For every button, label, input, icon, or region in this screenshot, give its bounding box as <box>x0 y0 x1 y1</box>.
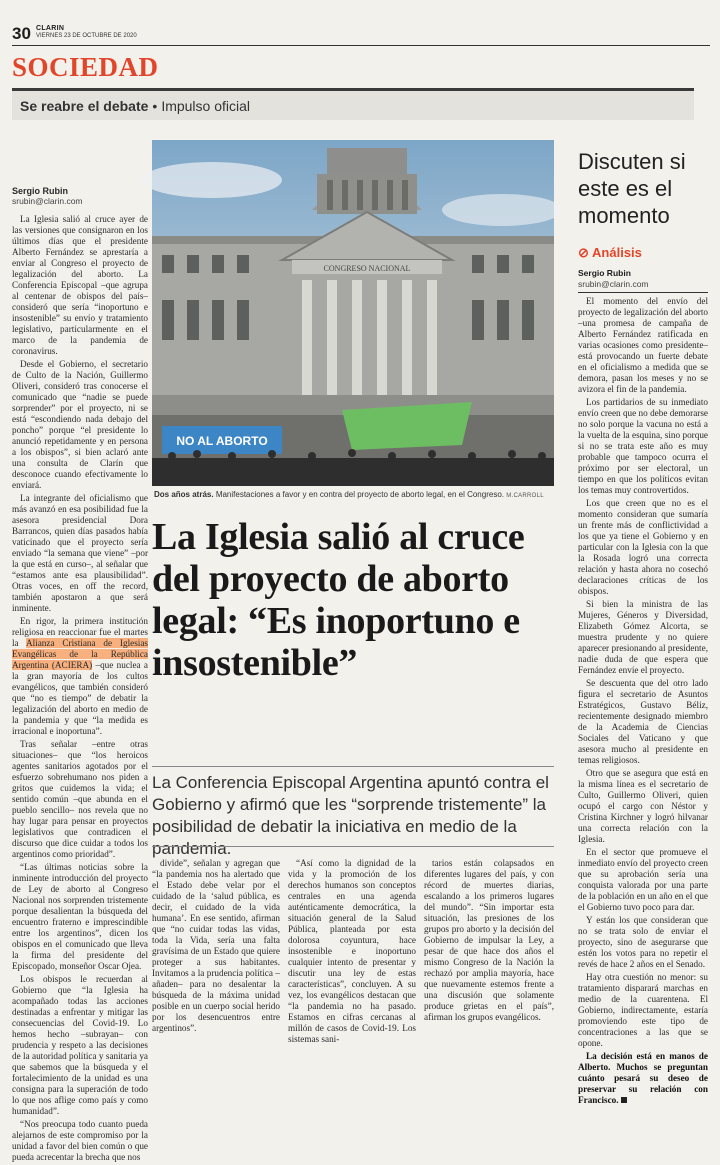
paragraph: Se descuenta que del otro lado figura el secretario de Asuntos Estratégicos, Gustavo Béliz, recientemente designado miembro de la Academia de Ciencias Sociales del Vaticano y que asesora mucho al presidente en temas religiosos. <box>578 678 708 765</box>
paragraph: “Las últimas noticias sobre la inminente introducción del proyecto de Ley de aborto al Congreso Nacional nos sorprenden tristemente porque desalientan la búsqueda del encuentro fraterno e imprescindible entre los argentinos”, dicen los obispos en el comunicado que lleva la firma del presidente del Episcopado, monseñor Oscar Ojea. <box>12 862 148 971</box>
paragraph: Desde el Gobierno, el secretario de Culto de la Nación, Guillermo Oliveri, consideró tras conocerse el comunicado que “nadie se puede sorprender” por el proyecto, ni se está “escondiendo nada debajo del poncho” porque “el presidente lo anunció repetidamente y en persona a los obispos”, si bien aclaró ante una consulta de Clarín que desconoce cuando efectivamente lo enviará. <box>12 359 148 490</box>
paragraph: divide”, señalan y agregan que “la pandemia nos ha alertado que el Estado debe velar por el cuidado de la ‘salud pública, es decir, el cuidado de la vida humana’. En ese sentido, afirman que “no cuidar todas las vidas, toda la Vida, sería una falta gravísima de un Estado que quiere proteger a sus habitantes. Invitamos a la prudencia política –añaden– para no desalentar la búsqueda de la máxima unidad posible en un cuerpo social herido por los desencuentros entre argentinos”. <box>152 858 280 1033</box>
author-email: srubin@clarin.com <box>12 196 83 206</box>
paragraph: Los obispos le recuerdan al Gobierno que “la Iglesia ha acompañado todas las acciones destinadas a enfrentar y mitigar las consecuencias del Covid-19. Lo hemos hecho –subrayan– con prudencia y respeto a las decisiones de la autoridad política y sanitaria ya que sabemos que la búsqueda y el fortalecimiento de la unidad es una consigna para la superación de todo lo que nos aflige como país y como humanidad”. <box>12 974 148 1116</box>
article-body-column-3 <box>424 858 554 1025</box>
building-sign: CONGRESO NACIONAL <box>323 264 411 273</box>
deck-rule-bottom <box>152 846 554 847</box>
paragraph: “Así como la dignidad de la vida y la promoción de los derechos humanos son conceptos centrales en una agenda auténticamente democrática, la situación general de la Salud Pública, planteada por esta dolorosa coyuntura, hace insostenible e inoportuno cualquier intento de presentar y discutir una ley de estas características”, concluyen. A su vez, los evangélicos destacan que “la pandemia no ha pasado. Estamos en cifras cercanas al millón de casos de Covid-19. Los sistemas sani- <box>288 858 416 1044</box>
topic-separator-icon: • <box>152 97 158 114</box>
sidebar-rule <box>578 292 708 293</box>
highlighted-text: Alianza Cristiana de Iglesias Evangélicas de la República Argentina (ACIERA) <box>12 638 149 670</box>
congress-building-illustration <box>152 140 554 486</box>
paragraph: La Iglesia salió al cruce ayer de las versiones que consignaron en los últimos días que el presidente Alberto Fernández se aprestaría a enviar al Congreso el proyecto de legalización del aborto. La Conferencia Episcopal –que agrupa al centenar de obispos del país– consideró que sería “inoportuno e insostenible” su envío y tratamiento legislativo, particularmente en el marco de la pandemia de coronavirus. <box>12 214 148 356</box>
author-name: Sergio Rubin <box>12 186 68 196</box>
paragraph-highlighted: En rigor, la primera institución religiosa en reaccionar fue el martes la Alianza Cristiana de Iglesias Evangélicas de la República Argentina (ACIERA) –que nuclea a la gran mayoría de los cultos evangélicos, que también consideró que “no es tiempo” de debatir la legalización del aborto en medio de la pandemia y que “la medida es irracional e inoportuna”. <box>12 616 149 736</box>
paragraph: Hay otra cuestión no menor: su tratamiento disparará marchas en medio de la cuarentena. El Gobierno, indirectamente, estaría promoviendo este tipo de concentraciones a las que se opone. <box>578 972 708 1048</box>
section-title: SOCIEDAD <box>12 52 159 82</box>
masthead-rule <box>12 45 710 46</box>
photo-credit: M.CARROLL <box>506 493 544 499</box>
sidebar-author: Sergio Rubin <box>578 268 631 278</box>
article-body-column-2 <box>288 858 416 1047</box>
topic-secondary: Impulso oficial <box>161 97 251 114</box>
publication-date: VIERNES 23 DE OCTUBRE DE 2020 <box>36 33 137 39</box>
paragraph: Los partidarios de su inmediato envío creen que no debe demorarse no solo porque la vacuna no está a la vuelta de la esquina, sino porque si no se trata este año es muy probable que tampoco ocurra el próximo por ser electoral, un tiempo en que los políticos evitan los temas muy controvertidos. <box>578 397 708 495</box>
topic-bar <box>12 88 694 120</box>
photo-caption <box>154 490 554 499</box>
protest-banner: NO AL ABORTO <box>176 434 268 448</box>
paragraph: Otro que se asegura que está en la misma línea es el secretario de Culto, Guillermo Oliveri, quien ocupó el cargo con Néstor y Cristina Kirchner y logró hilvanar una correcta relación con la Iglesia. <box>578 768 708 844</box>
caption-text: Manifestaciones a favor y en contra del proyecto de aborto legal, en el Congreso. <box>215 490 504 499</box>
page-number: 30 <box>12 24 31 43</box>
article-body-column-1 <box>152 858 280 1036</box>
topic-primary: Se reabre el debate <box>20 97 149 114</box>
analysis-text: Análisis <box>592 245 642 260</box>
publication-name: CLARIN <box>36 25 65 32</box>
paragraph: Si bien la ministra de las Mujeres, Géneros y Diversidad, Elizabeth Gómez Alcorta, se muestra prudente y no quiere aparecer presionando al presidente, nadie duda de que espera que Fernández envíe el proyecto. <box>578 599 708 675</box>
analysis-icon: ⊘ <box>578 245 589 260</box>
paragraph: Tras señalar –entre otras situaciones– que “los heroicos agentes sanitarios agotados por el esfuerzo sobrehumano nos piden a gritos que cuidemos la vida; el sentido común –que abunda en el pueblo sencillo– nos revela que no hay lugar para pensar en proyectos legislativos que contradicen el discurso que dice cuidar a todos los argentinos como prioridad”. <box>12 739 148 859</box>
paragraph: Los que creen que no es el momento consideran que sumaría un frente más de conflictividad a los que ya tiene el Gobierno y en particular con la Iglesia con la que la Rosada logró una correcta relación y hasta ahora no cosechó declaraciones críticas de los obispos. <box>578 498 708 596</box>
headline: La Iglesia salió al cruce del proyecto de aborto legal: “Es inoportuno e insostenible” <box>152 516 525 684</box>
sidebar-title: Discuten si este es el momento <box>578 149 686 228</box>
article-left-column <box>12 186 148 1165</box>
analysis-label <box>578 245 642 261</box>
sidebar-email: srubin@clarin.com <box>578 279 649 289</box>
paragraph-final <box>578 1051 708 1106</box>
closing-text: La decisión está en manos de Alberto. Muchos se preguntan cuánto pesará su deseo de preservar su relación con Francisco. <box>578 1051 708 1105</box>
paragraph: La integrante del oficialismo que más avanzó en esa posibilidad fue la asesora presidencial Dora Barrancos, quien días pasados había vaticinado que el proyecto sería enviado “la semana que viene” –por la que está en curso–, al señalar que “estamos ante esa plausibilidad”. Otras voces, en off the record, también apostaron a que será inminente. <box>12 493 148 613</box>
paragraph: En el sector que promueve el inmediato envío del proyecto creen que su aprobación sería una conquista valorada por una parte de la población en un año en el que el Gobierno tuvo poco para dar. <box>578 847 708 912</box>
paragraph: tarios están colapsados en diferentes lugares del país, y con récord de muertes diarias, escalando a los primeros lugares del mundo”. “Sin importar esta situación, las presiones de los grupos pro aborto y la decisión del Gobierno de impulsar la Ley, a pesar de que hace dos años el mismo Congreso de la Nación la rechazó por amplia mayoría, hace que nuevamente estemos frente a una discusión que solamente produce grietas en el país”, afirman los grupos evangélicos. <box>424 858 554 1022</box>
end-mark-icon <box>621 1097 627 1103</box>
caption-lead: Dos años atrás. <box>154 490 214 499</box>
sidebar-column <box>578 296 708 1108</box>
paragraph: “Nos preocupa todo cuanto pueda alejarnos de este compromiso por la unidad a favor del bien común o que pueda acrecentar la brecha que nos <box>12 1119 148 1162</box>
paragraph: Y están los que consideran que no se trata solo de enviar el proyecto, sino de asegurarse que estén los votos para no repetir el revés de hace 2 años en el Senado. <box>578 915 708 969</box>
paragraph: El momento del envío del proyecto de legalización del aborto –una promesa de campaña de Alberto Fernández ratificada en varias ocasiones como presidente– está provocando un fuerte debate en el oficialismo a medida que se demora, pasan los meses y no se avizora el fin de la pandemia. <box>578 296 708 394</box>
deck-rule-top <box>152 766 554 767</box>
congress-photo <box>152 140 554 486</box>
deck: La Conferencia Episcopal Argentina apuntó contra el Gobierno y afirmó que les “sorprende tristemente” la posibilidad de debatir la iniciativa en medio de la pandemia. <box>152 773 549 858</box>
